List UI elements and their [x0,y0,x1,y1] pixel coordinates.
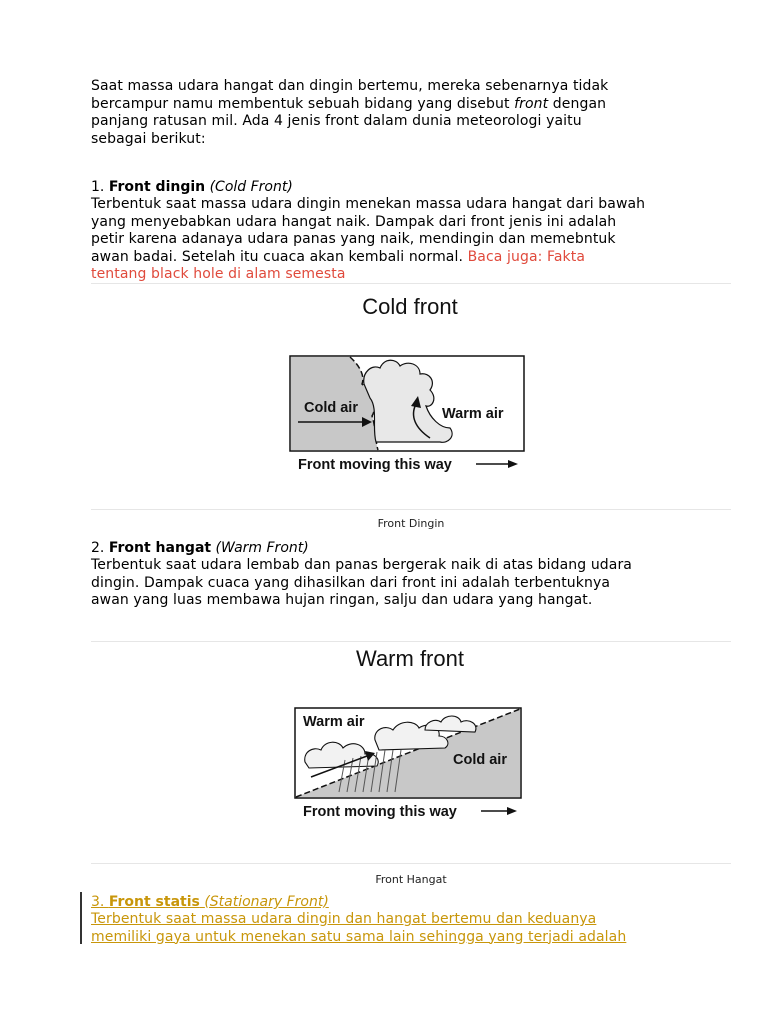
related-article-link[interactable]: Baca juga: Fakta [467,248,586,265]
section-1-line-3: petir karena adanaya udara panas yang naik, mendingin dan memebntuk [91,231,616,247]
cold-front-diagram [280,288,540,483]
intro-line-2-end: dengan [548,95,607,112]
warm-front-title: Warm front [356,646,464,671]
section-3-body[interactable] [91,911,691,946]
section-1-line-4-text: awan badai. Setelah itu cuaca akan kembali normal. [91,248,464,265]
warm-front-caption: Front Hangat [375,873,447,886]
section-1-line-4 [91,249,691,267]
intro-paragraph [91,78,691,148]
divider [91,509,731,510]
related-article-link-cont[interactable]: tentang black hole di alam semesta [91,266,346,282]
section-2-title: Front hangat [108,540,212,556]
warm-air-label: Warm air [442,406,504,422]
blockquote-bar [80,892,82,944]
front-moving-label: Front moving this way [303,804,457,820]
section-1-title: Front dingin [108,179,206,195]
section-2-line-1: Terbentuk saat udara lembab dan panas bergerak naik di atas bidang udara [91,557,632,573]
section-3-heading[interactable]: 3. Front statis (Stationary Front) [91,894,329,910]
section-2-line-2: dingin. Dampak cuaca yang dihasilkan dari front ini adalah terbentuknya [91,574,611,591]
intro-line-1: Saat massa udara hangat dan dingin bertemu, mereka sebenarnya tidak [91,78,609,94]
section-3-title: Front statis [108,894,200,910]
warm-front-diagram [285,640,545,830]
section-2-number: 2 [91,540,100,556]
front-direction-arrowhead [507,807,517,815]
section-3-line-2: memiliki gaya untuk menekan satu sama lain sehingga yang terjadi adalah [91,928,627,945]
cold-front-title: Cold front [362,294,458,319]
section-1-body [91,196,691,284]
cold-air-label: Cold air [453,752,507,768]
section-1-subtitle: (Cold Front) [209,179,293,195]
divider [91,863,731,864]
intro-line-2-emphasis: front [514,95,549,112]
intro-line-2-start: bercampur namu membentuk sebuah bidang yang disebut [91,95,515,112]
section-2-body [91,557,691,610]
warm-air-label: Warm air [303,714,365,730]
section-2-line-3: awan yang luas membawa hujan ringan, salju dan udara yang hangat. [91,592,593,608]
cold-air-label: Cold air [304,400,358,416]
section-2-subtitle: (Warm Front) [215,540,309,556]
section-3-line-1: Terbentuk saat massa udara dingin dan hangat bertemu dan keduanya [91,911,597,927]
section-2-heading: 2. Front hangat (Warm Front) [91,540,309,556]
divider [91,283,731,284]
section-1-line-2: yang menyebabkan udara hangat naik. Dampak dari front jenis ini adalah [91,213,617,230]
intro-line-3: panjang ratusan mil. Ada 4 jenis front dalam dunia meteorologi yaitu [91,113,582,129]
section-3-subtitle: (Stationary Front) [204,894,329,910]
section-1-number: 1 [91,179,100,195]
section-1-heading: 1. Front dingin (Cold Front) [91,179,293,195]
intro-line-4: sebagai berikut: [91,130,206,147]
section-1-line-1: Terbentuk saat massa udara dingin menekan massa udara hangat dari bawah [91,196,646,212]
cold-front-caption: Front Dingin [377,517,445,530]
section-3-number: 3 [91,894,100,910]
intro-line-2 [91,96,691,114]
front-moving-label: Front moving this way [298,457,452,473]
front-direction-arrowhead [508,460,518,468]
